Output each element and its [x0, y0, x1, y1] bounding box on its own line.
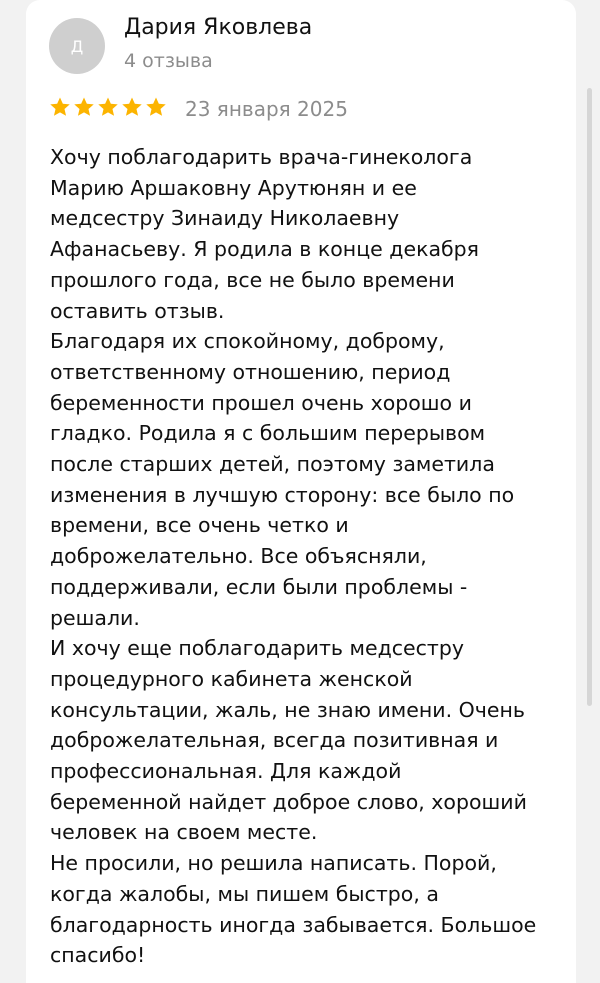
- review-text-line: Марию Аршаковну Арутюнян и ее: [50, 175, 417, 200]
- review-text-line: гладко. Родила я с большим перерывом: [50, 421, 486, 446]
- review-text-line: профессиональная. Для каждой: [50, 759, 402, 784]
- review-text-line: Хочу поблагодарить врача-гинеколога: [50, 145, 473, 169]
- review-text-line: медсестру Зинаиду Николаевну: [50, 206, 400, 231]
- star-icon: [97, 96, 119, 118]
- review-text-line: оставить отзыв.: [50, 298, 225, 323]
- scrollbar[interactable]: [587, 88, 592, 706]
- review-text-line: после старших детей, поэтому заметила: [50, 452, 495, 477]
- review-text-line: беременности прошел очень хорошо и: [50, 390, 472, 415]
- review-text-line: Не просили, но решила написать. Порой,: [50, 851, 497, 876]
- review-text-line: беременной найдет доброе слово, хороший: [50, 789, 527, 814]
- review-text-line: времени, все очень четко и: [50, 513, 349, 538]
- review-date: 23 января 2025: [185, 97, 348, 121]
- avatar-initial: Д: [70, 36, 84, 56]
- review-text-line: доброжелательно. Все объясняли,: [50, 544, 427, 569]
- review-text-line: ответственному отношению, период: [50, 359, 451, 384]
- review-text-line: человек на своем месте.: [50, 820, 318, 845]
- review-text-line: изменения в лучшую сторону: все было по: [50, 482, 515, 507]
- review-text-line: Благодаря их спокойному, доброму,: [50, 329, 445, 354]
- star-icon: [49, 96, 71, 118]
- review-text-line: решали.: [50, 605, 140, 630]
- rating-stars: [49, 96, 167, 118]
- review-text-line: благодарность иногда забывается. Большое: [50, 912, 537, 937]
- author-name[interactable]: Дария Яковлева: [124, 15, 313, 40]
- avatar[interactable]: [49, 18, 105, 74]
- star-icon: [121, 96, 143, 118]
- author-reviews-count: 4 отзыва: [124, 50, 213, 72]
- review-text-line: спасибо!: [50, 943, 146, 968]
- review-text-line: процедурного кабинета женской: [50, 666, 413, 691]
- review-text-line: Афанасьеву. Я родила в конце декабря: [50, 237, 480, 262]
- star-icon: [145, 96, 167, 118]
- review-text-line: когда жалобы, мы пишем быстро, а: [50, 881, 439, 906]
- star-icon: [73, 96, 95, 118]
- review-text-line: прошлого года, все не было времени: [50, 267, 455, 292]
- review-text-line: доброжелательная, всегда позитивная и: [50, 728, 499, 753]
- review-text-line: консультации, жаль, не знаю имени. Очень: [50, 697, 525, 722]
- review-text-line: И хочу еще поблагодарить медсестру: [50, 636, 465, 661]
- review-text-line: поддерживали, если были проблемы -: [50, 574, 468, 599]
- review-text: [50, 142, 570, 971]
